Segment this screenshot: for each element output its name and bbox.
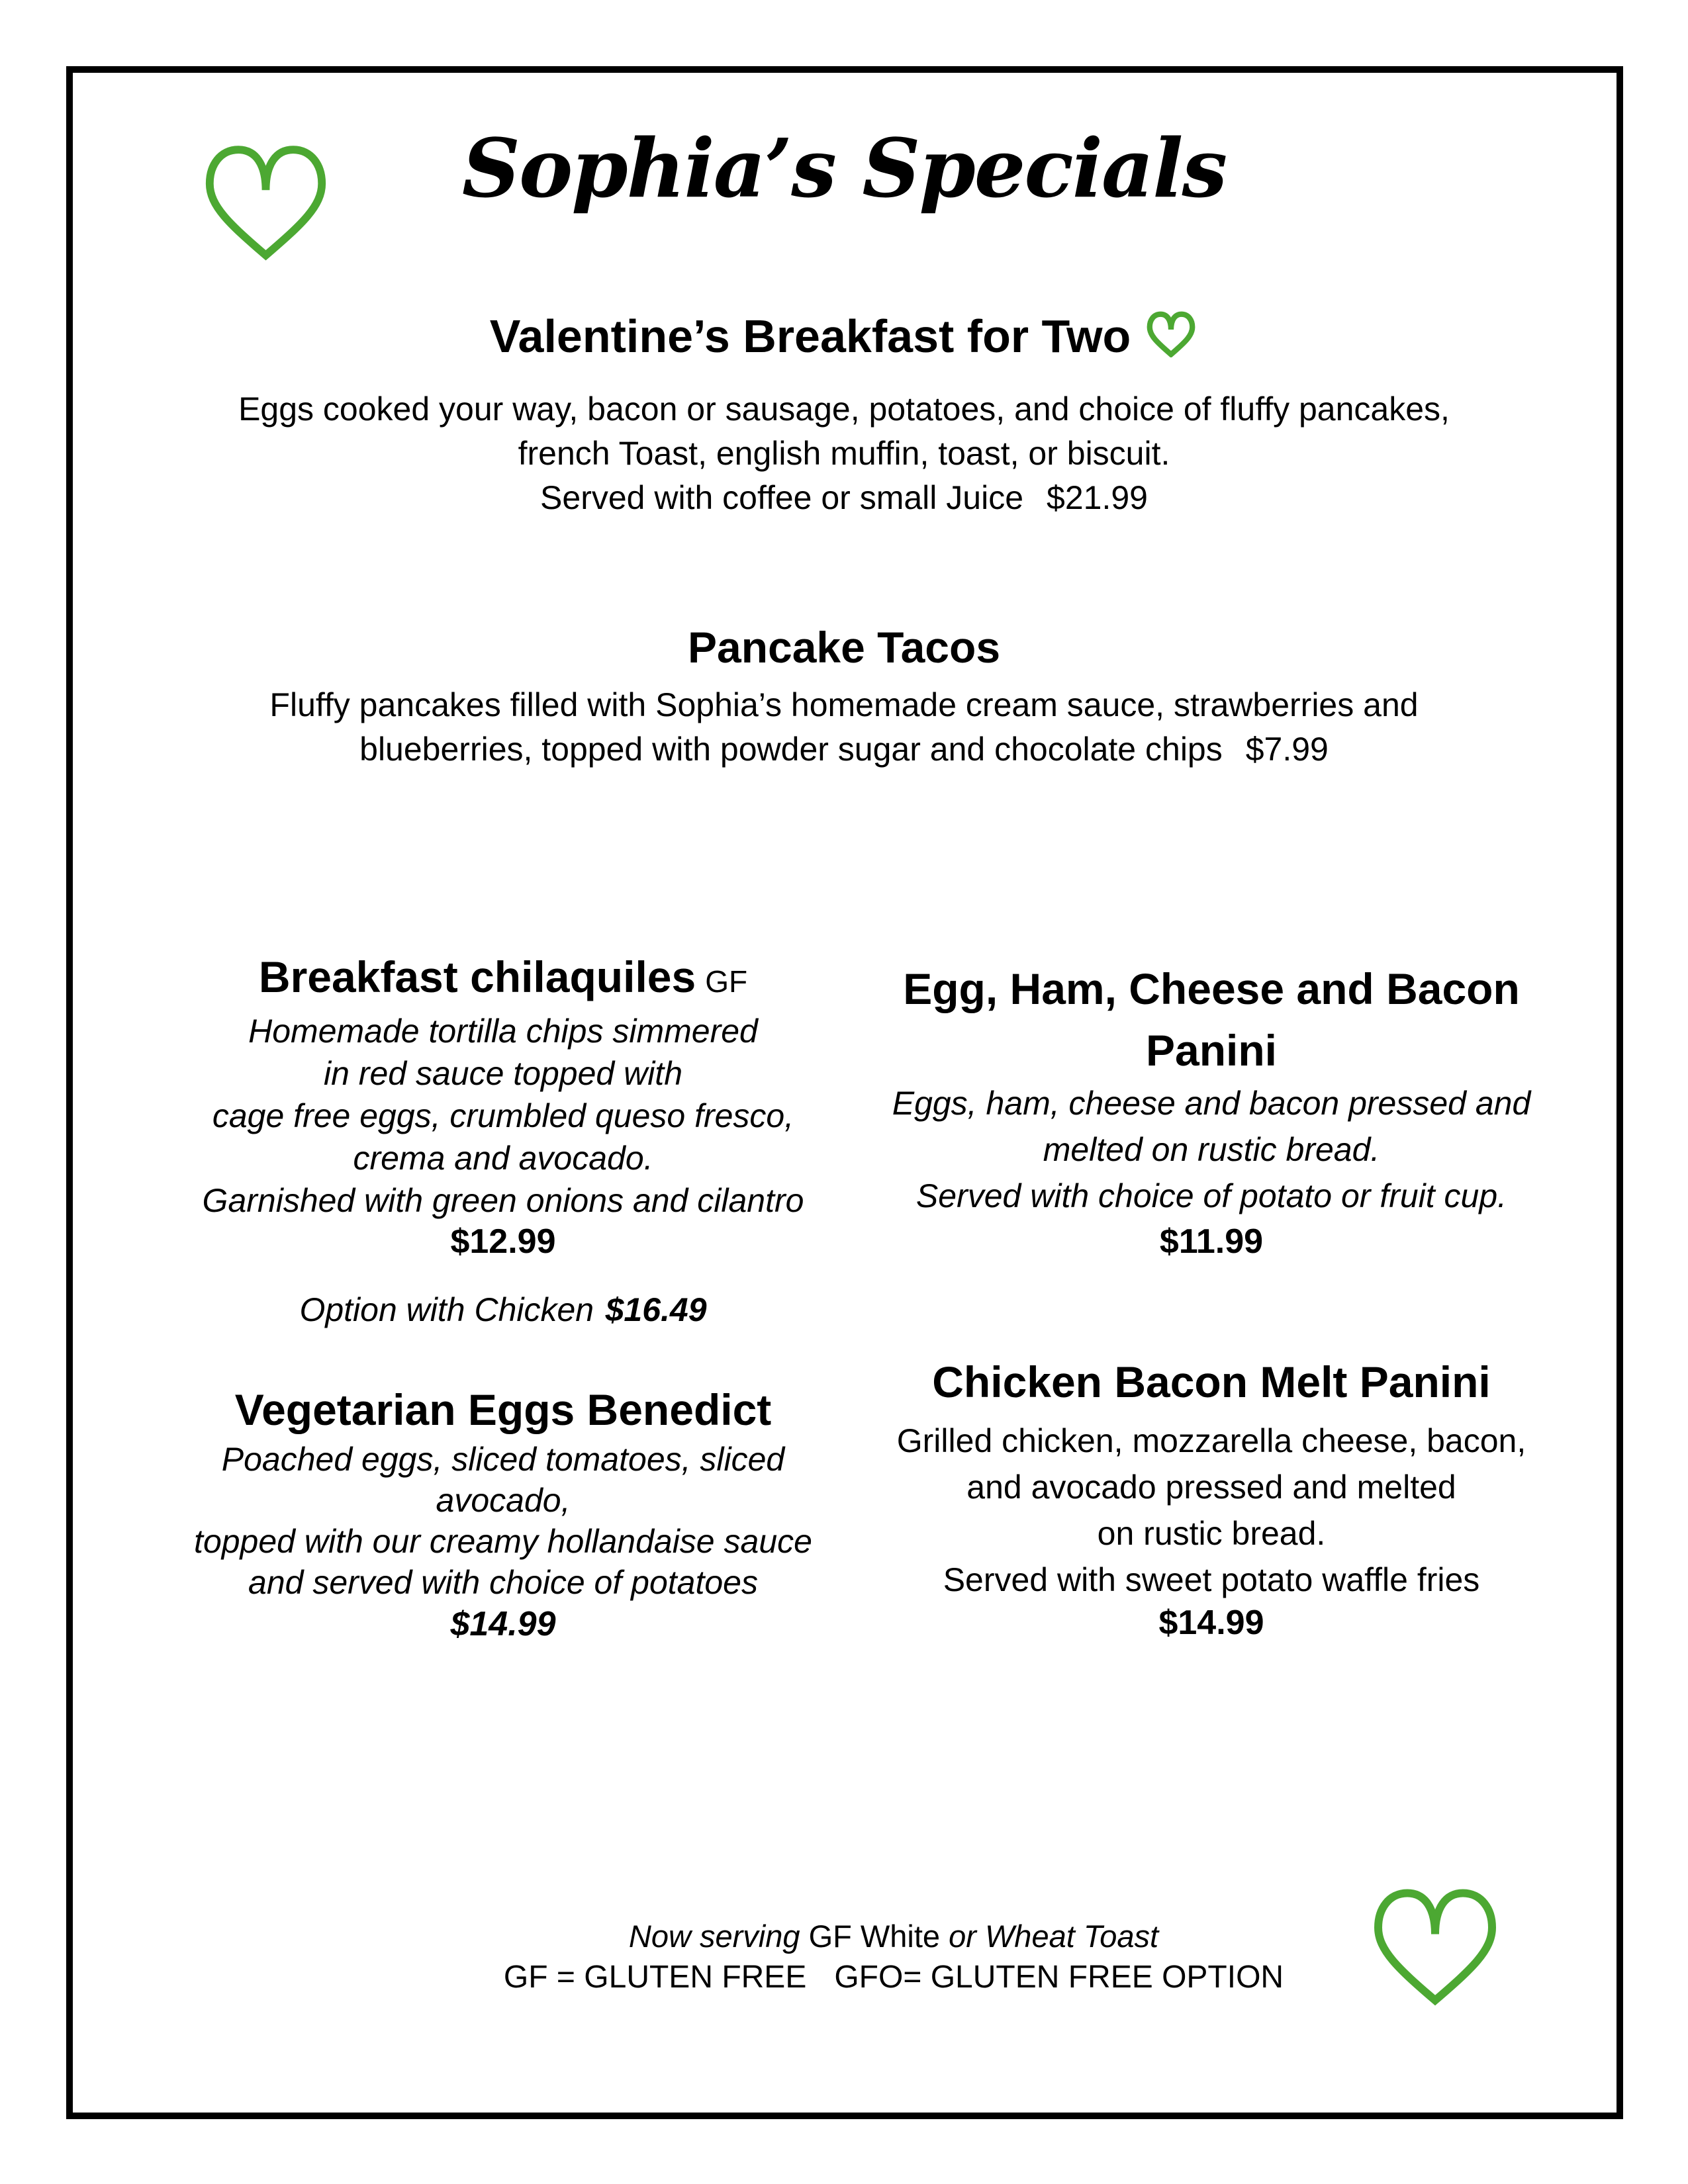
item-chilaquiles-heading [139, 952, 867, 1002]
description-line: Eggs cooked your way, bacon or sausage, potatoes, and choice of fluffy pancakes, [238, 390, 1450, 428]
item-name-line: Panini [1145, 1026, 1278, 1075]
description-line: Garnished with green onions and cilantro [202, 1182, 804, 1219]
description-line: Eggs, ham, cheese and bacon pressed and [892, 1085, 1531, 1122]
description-line: crema and avocado. [353, 1140, 653, 1177]
section-valentines-heading [0, 310, 1688, 363]
description-line: on rustic bread. [1097, 1515, 1326, 1552]
description-line: melted on rustic bread. [1043, 1131, 1380, 1168]
option-label: Option with Chicken [299, 1291, 594, 1328]
item-egg-ham-panini-description [847, 1080, 1575, 1219]
description-line [0, 476, 1688, 520]
item-price: $21.99 [1047, 479, 1148, 516]
served-with-text: Served with coffee or small Juice [540, 479, 1024, 516]
footer-serving-note [232, 1918, 1556, 1954]
serving-note-part: Now serving [628, 1919, 800, 1954]
description-line: Grilled chicken, mozzarella cheese, bacon, [896, 1422, 1526, 1459]
description-line: Served with sweet potato waffle fries [943, 1561, 1480, 1598]
item-egg-ham-panini-heading [847, 958, 1575, 1081]
description-line [0, 727, 1688, 772]
description-line: and served with choice of potatoes [248, 1564, 758, 1601]
item-price: $7.99 [1245, 731, 1329, 768]
bottom-right-heart-icon [1369, 1881, 1501, 2009]
item-name-line: Egg, Ham, Cheese and Bacon [903, 964, 1520, 1013]
description-line: avocado, [436, 1482, 571, 1519]
description-line: and avocado pressed and melted [966, 1469, 1456, 1506]
legend-gf: GF = GLUTEN FREE [503, 1960, 807, 1995]
description-line: cage free eggs, crumbled queso fresco, [212, 1097, 794, 1134]
item-price: $14.99 [450, 1605, 556, 1643]
item-price: $11.99 [1159, 1222, 1264, 1261]
description-line: Poached eggs, sliced tomatoes, sliced [221, 1441, 785, 1478]
item-price: $12.99 [450, 1222, 556, 1261]
serving-note-part: GF White [808, 1919, 941, 1954]
pancake-tacos-description [0, 683, 1688, 772]
description-line: Homemade tortilla chips simmered [248, 1013, 758, 1050]
description-line: in red sauce topped with [323, 1055, 683, 1092]
gluten-free-tag: GF [705, 964, 748, 999]
description-line: french Toast, english muffin, toast, or biscuit. [518, 435, 1170, 472]
description-line: topped with our creamy hollandaise sauce [194, 1523, 812, 1560]
footer-gluten-legend [232, 1959, 1556, 1995]
item-chicken-panini-description [847, 1418, 1575, 1603]
item-veg-benedict-heading: Vegetarian Eggs Benedict [234, 1385, 772, 1434]
item-price: $14.99 [1158, 1604, 1264, 1642]
valentine-heart-icon [1144, 310, 1198, 357]
serving-note-part: or Wheat Toast [949, 1919, 1159, 1954]
valentines-heading-text: Valentine’s Breakfast for Two [489, 310, 1131, 362]
valentines-description [0, 387, 1688, 520]
description-text: blueberries, topped with powder sugar and chocolate chips [359, 731, 1223, 768]
item-chicken-panini-heading: Chicken Bacon Melt Panini [932, 1357, 1491, 1406]
description-line: Served with choice of potato or fruit cup. [915, 1177, 1507, 1214]
item-veg-benedict-description [139, 1439, 867, 1603]
chicken-option-line [139, 1291, 867, 1329]
option-price: $16.49 [605, 1291, 707, 1328]
page-title: Sophia’s Specials [461, 120, 1227, 216]
legend-gfo: GFO= GLUTEN FREE OPTION [834, 1960, 1284, 1995]
item-chilaquiles-description [139, 1010, 867, 1222]
description-line: Fluffy pancakes filled with Sophia’s homemade cream sauce, strawberries and [269, 686, 1419, 723]
section-pancake-tacos-heading: Pancake Tacos [687, 623, 1001, 672]
item-name: Breakfast chilaquiles [258, 952, 696, 1001]
